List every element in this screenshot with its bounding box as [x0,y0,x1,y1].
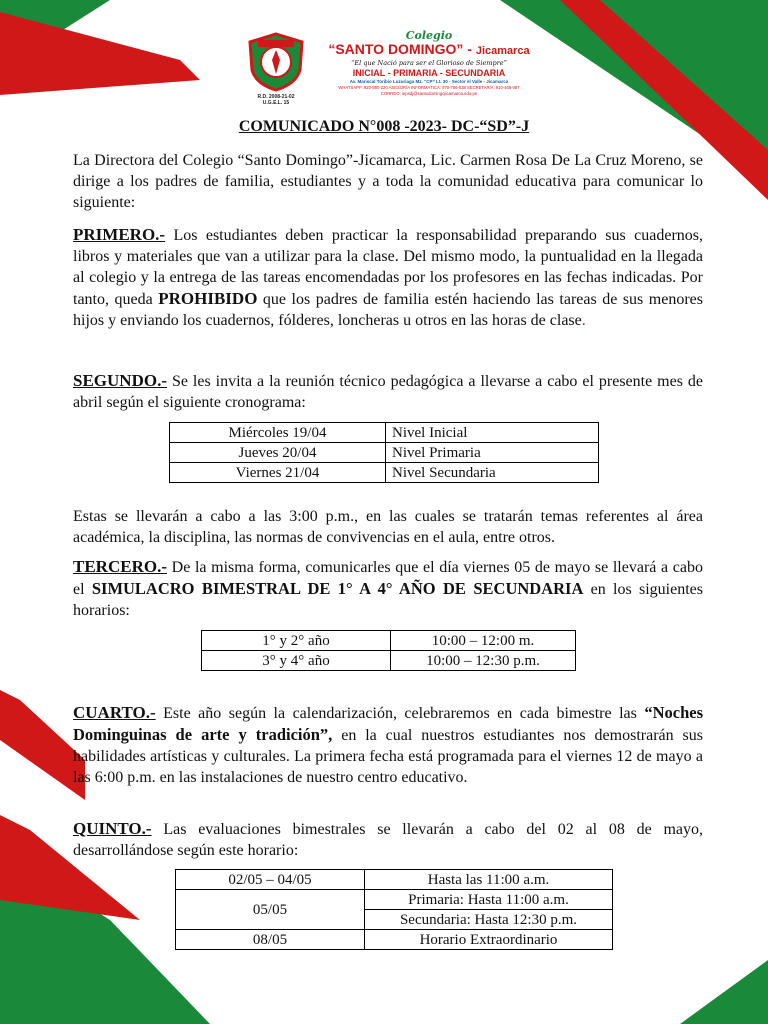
simulacro-time: 10:00 – 12:30 p.m. [391,651,576,671]
cuarto-text1: Este año según la calendarización, celebraremos en cada bimestre las [155,705,645,722]
tercero-text1: De la misma forma, comunicarles que el día viernes 05 de mayo se llevará a cabo el [73,559,703,598]
table-row [170,463,599,483]
tercero-bold: SIMULACRO BIMESTRAL DE 1° A 4° AÑO DE SECUNDARIA [91,579,584,598]
school-email: CORREO: iepsdj@santodomingojicamarca.edu.pe [380,91,478,96]
primero-text2: que los padres de familia estén haciendo las tareas de sus menores hijos y enviando los cuadernos, fólderes, loncheras u otros en las horas de clase [73,291,704,329]
crest-rd: R.D. 2008-21-02 [257,94,295,100]
school-address: Av. Mariscal Toribio Luzuriaga Mz. “CP” Lt. 30 - Sector el Valle - Jicamarca [349,79,509,84]
school-crest-icon [246,32,306,92]
intro-paragraph [73,150,703,213]
letterhead-text [314,30,544,97]
segundo-text: Se les invita a la reunión técnico pedagógica a llevarse a cabo el presente mes de abril según el siguiente cronograma: [73,373,703,411]
exam-date: 08/05 [176,930,365,950]
cuarto-label: CUARTO.- [73,703,156,722]
exam-date: 02/05 – 04/05 [176,870,365,890]
simulacro-grade: 1° y 2° año [202,631,391,651]
crest-caption [236,94,316,106]
table-row [176,890,613,910]
letterhead-colegio: Colegio [405,29,453,42]
exam-time: Horario Extraordinario [365,930,613,950]
segundo-after-paragraph: Estas se llevarán a cabo a las 3:00 p.m., en las cuales se tratarán temas referentes al área académica, la disciplina, las normas de convivencias en el aula, entre otros. [73,508,703,546]
primero-text1: Los estudiantes deben practicar la responsabilidad preparando sus cuadernos, libros y materiales que van a utilizar para la clase. Del mismo modo, la puntualidad en la llegada al colegio y la entrega de las tareas encomendadas por los profesores en las fechas indicadas. Por tanto, queda [73,227,703,308]
table-row [202,651,576,671]
school-levels: INICIAL - PRIMARIA - SECUNDARIA [352,68,506,78]
table-row [176,870,613,890]
tercero-label: TERCERO.- [73,557,167,576]
primero-end: . [581,312,586,329]
tercero-paragraph [73,556,703,621]
primero-bold: PROHIBIDO [158,289,258,308]
meeting-date: Viernes 21/04 [170,463,386,483]
school-motto: “El que Nació para ser el Glorioso de Siempre” [351,59,507,67]
intro-rest: -Jicamarca, Lic. Carmen Rosa De La Cruz Moreno, se dirige a los padres de familia, estudiantes y a toda la comunidad educativa para comunicar lo siguiente: [73,152,703,211]
cuarto-text2: en la cual nuestros estudiantes nos demostrarán sus habilidades artísticas y culturales. La primera fecha está programada para el viernes 12 de mayo a las 6:00 p.m. en las instalaciones de nuestro centro educativo. [73,727,703,786]
primero-label: PRIMERO.- [73,225,166,244]
exam-time: Hasta las 11:00 a.m. [365,870,613,890]
exam-time: Primaria: Hasta 11:00 a.m. [365,890,613,910]
simulacro-time: 10:00 – 12:00 m. [391,631,576,651]
tercero-text2: en los siguientes horarios: [73,581,703,619]
school-name: “SANTO DOMINGO” - [328,41,472,57]
meeting-date: Jueves 20/04 [170,443,386,463]
document-title: COMUNICADO N°008 -2023- DC-“SD”-J [238,118,530,135]
school-phones: WHATSAPP: 920-890-220 ASESORÍA INFORMÁTICA: 970-786-038 SECRETARÍA: 910-468-087 [338,85,520,90]
table-row [170,423,599,443]
simulacro-schedule-table [201,630,576,671]
quinto-text: Las evaluaciones bimestrales se llevarán a cabo del 02 al 08 de mayo, desarrollándose según este horario: [73,821,703,859]
meeting-level: Nivel Primaria [386,443,599,463]
cuarto-paragraph [73,702,703,788]
cuarto-bold: “Noches Dominguinas de arte y tradición”, [73,703,703,744]
school-name-suffix: Jicamarca [475,45,530,57]
primero-paragraph [73,224,703,331]
letterhead-school-name [314,42,544,59]
exam-schedule-table [175,869,613,950]
intro-lead: La Directora del Colegio “Santo Domingo” [73,152,353,169]
meeting-level: Nivel Secundaria [386,463,599,483]
meeting-level: Nivel Inicial [386,423,599,443]
quinto-label: QUINTO.- [73,819,152,838]
table-row [176,930,613,950]
table-row [170,443,599,463]
exam-time: Secundaria: Hasta 12:30 p.m. [365,910,613,930]
quinto-paragraph [73,818,703,861]
simulacro-grade: 3° y 4° año [202,651,391,671]
meeting-schedule-table [169,422,599,483]
segundo-paragraph [73,370,703,413]
table-row [202,631,576,651]
crest-ugel: U.G.E.L. 15 [262,100,290,106]
segundo-label: SEGUNDO.- [73,371,167,390]
meeting-date: Miércoles 19/04 [170,423,386,443]
school-letterhead [236,30,536,112]
exam-date: 05/05 [176,890,365,930]
